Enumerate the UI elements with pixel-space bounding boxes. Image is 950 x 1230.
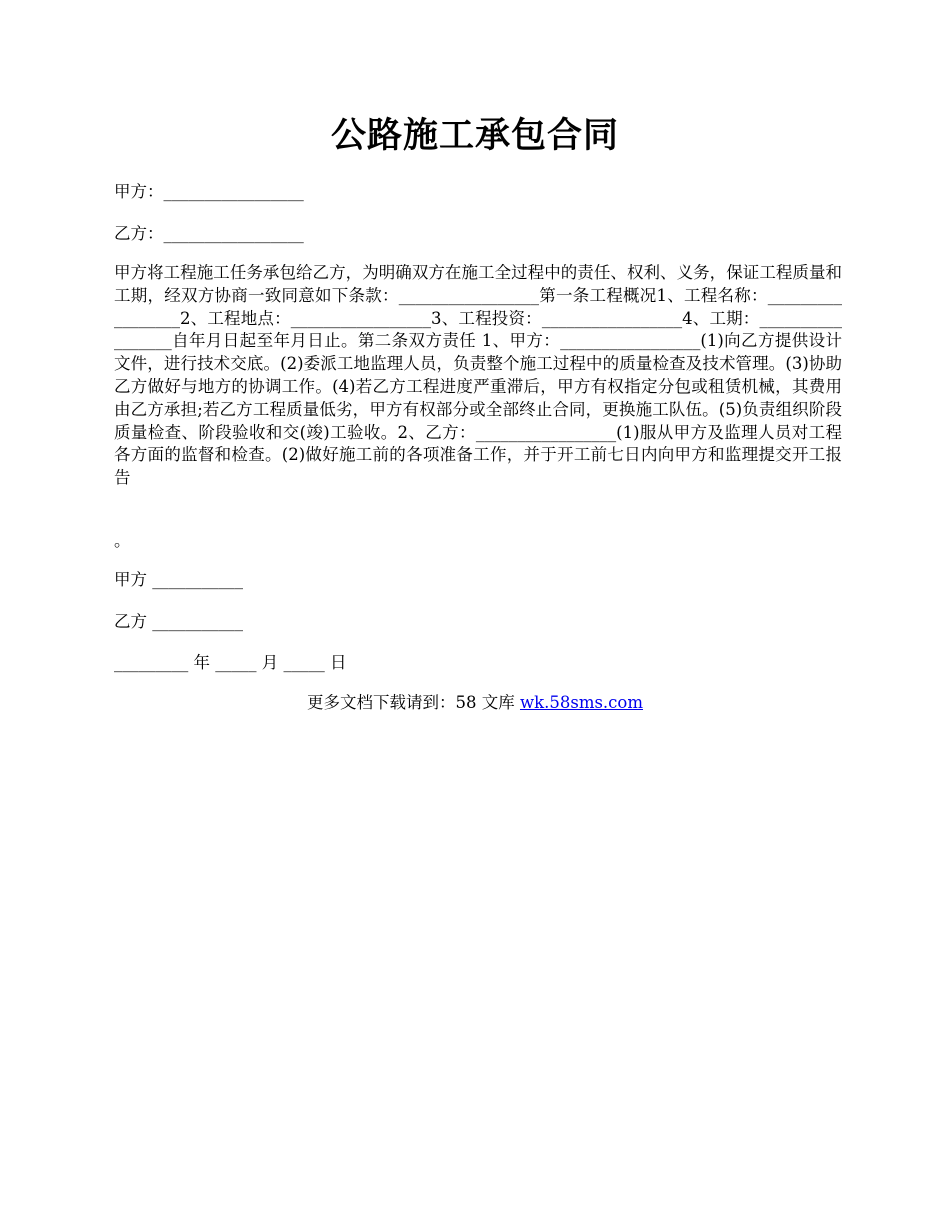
signature-party-b: 乙方 ___________ [114,612,243,631]
party-b-line: 乙方：_________________ [114,224,304,243]
footer [0,692,950,714]
footer-text: 更多文档下载请到：58 文库 [306,693,520,712]
contract-body-paragraph: 甲方将工程施工任务承包给乙方，为明确双方在施工全过程中的责任、权利、义务，保证工程质量和工期，经双方协商一致同意如下条款：_________________第一条工程概况1、工程名称：_________________2、工程地点：_________________3、工程投资：_________________4、工期：_________________自年月日起至年月日止。第二条双方责任 1、甲方：_________________(1)向乙方提供设计文件，进行技术交底。(2)委派工地监理人员，负责整个施工过程中的质量检查及技术管理。(3)协助乙方做好与地方的协调工作。(4)若乙方工程进度严重滞后，甲方有权指定分包或租赁机械，其费用由乙方承担;若乙方工程质量低劣，甲方有权部分或全部终止合同，更换施工队伍。(5)负责组织阶段质量检查、阶段验收和交(竣)工验收。2、乙方：_________________(1)服从甲方及监理人员对工程各方面的监督和检查。(2)做好施工前的各项准备工作，并于开工前七日内向甲方和监理提交开工报告 [114,263,842,488]
date-line: _________ 年 _____ 月 _____ 日 [114,653,347,672]
period-line: 。 [114,531,131,550]
signature-party-a: 甲方 ___________ [114,570,243,589]
footer-link[interactable]: wk.58sms.com [519,693,643,712]
party-a-line: 甲方：_________________ [114,182,304,201]
document-title: 公路施工承包合同 [330,115,619,156]
